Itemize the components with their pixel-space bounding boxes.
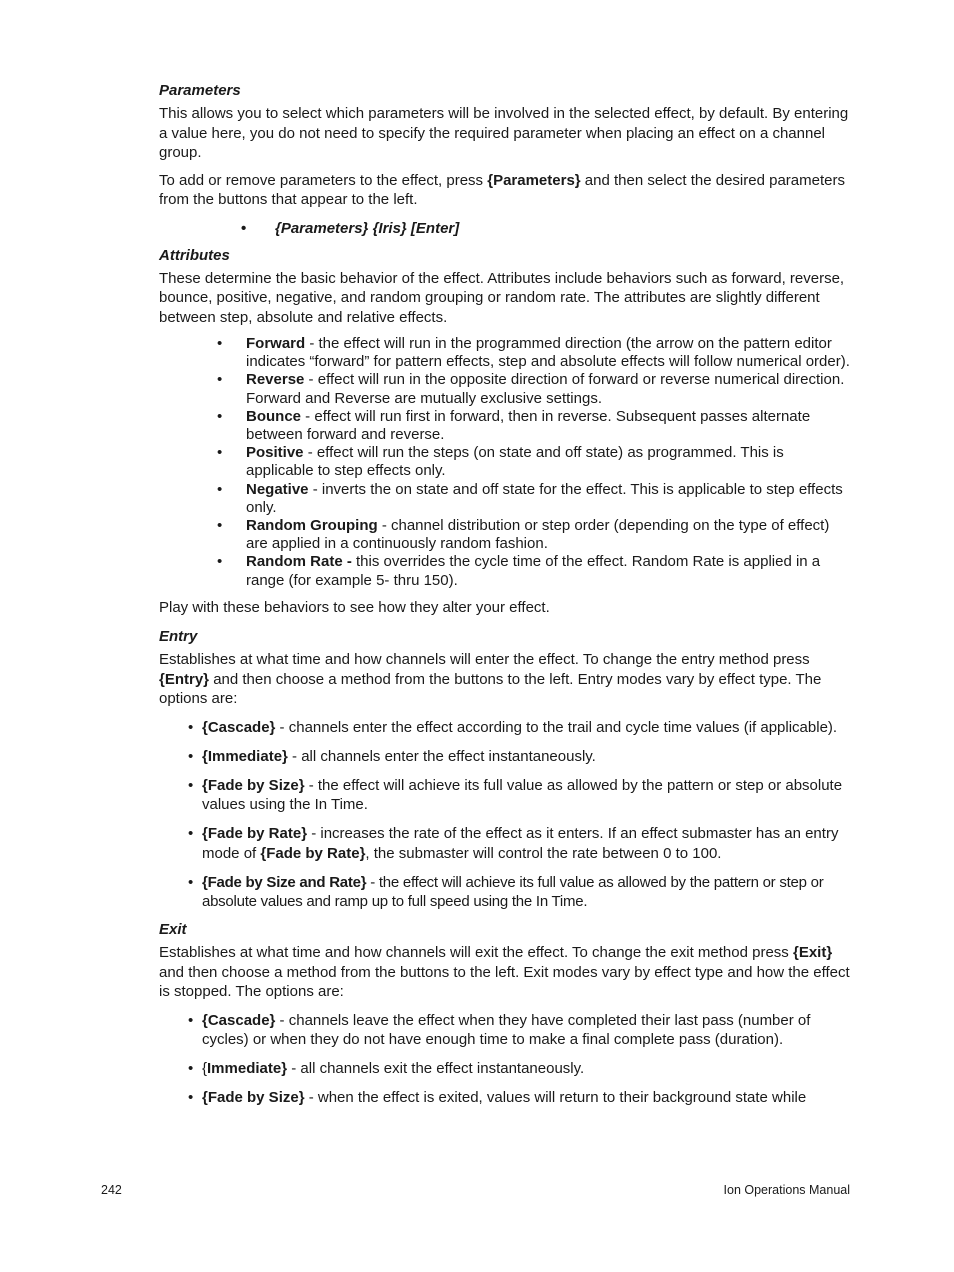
list-item: • Random Grouping - channel distribution or step order (depending on the type of effect) are applied in a continuously random fashion. xyxy=(217,517,830,553)
section-heading-attributes: Attributes xyxy=(159,246,230,264)
entry-softkey: {Entry} xyxy=(159,670,210,688)
bullet: • xyxy=(241,219,247,237)
list-item: • {Immediate} - all channels enter the effect instantaneously. xyxy=(188,747,596,765)
list-item: • {Cascade} - channels enter the effect according to the trail and cycle time values (if applicable). xyxy=(188,718,838,736)
section-heading-exit: Exit xyxy=(159,921,187,939)
exit-softkey: {Exit} xyxy=(792,944,833,962)
list-item: • {Cascade} - channels leave the effect when they have completed their last pass (number of cycles) or when they do not have enough time to make a final complete pass (duration). xyxy=(188,1011,811,1049)
attributes-paragraph: These determine the basic behavior of the effect. Attributes include behaviors such as forward, reverse, bounce, positive, negative, and random grouping or random rate. The attributes are slightly different between step, absolute and relative effects. xyxy=(159,269,845,326)
list-item: • {Immediate} - all channels exit the effect instantaneously. xyxy=(188,1060,585,1078)
manual-title: Ion Operations Manual xyxy=(723,1183,850,1197)
list-item: • {Fade by Size} - the effect will achieve its full value as allowed by the pattern or step or absolute values using the In Time. xyxy=(188,776,843,814)
parameters-paragraph-1: This allows you to select which parameters will be involved in the selected effect, by default. By entering a value here, you do not need to specify the required parameter when placing an effect on a channel group. xyxy=(159,105,849,161)
list-item: • Random Rate - this overrides the cycle time of the effect. Random Rate is applied in a range (for example 5- thru 150). xyxy=(217,553,821,589)
entry-paragraph: Establishes at what time and how channels will enter the effect. To change the entry method press {Entry} and then choose a method from the buttons to the left. Entry modes vary by effect type. The options are: xyxy=(159,651,822,708)
entry-options-list xyxy=(159,718,853,912)
parameters-softkey: {Parameters} xyxy=(487,171,581,189)
parameters-paragraph-2: To add or remove parameters to the effect, press {Parameters} and then select the desired parameters from the buttons that appear to the left. xyxy=(159,171,845,208)
list-item: • Bounce - effect will run first in forward, then in reverse. Subsequent passes alternate between forward and reverse. xyxy=(217,407,811,444)
list-item: • Positive - effect will run the steps (on state and off state) as programmed. This is applicable to step effects only. xyxy=(217,444,784,480)
list-item: • {Fade by Rate} - increases the rate of the effect as it enters. If an effect submaster has an entry mode of {Fade by Rate}, the submaster will control the rate between 0 to 100. xyxy=(188,825,839,862)
section-heading-parameters: Parameters xyxy=(159,82,241,99)
attributes-closing: Play with these behaviors to see how they alter your effect. xyxy=(159,598,550,616)
page-content xyxy=(159,81,853,1117)
list-item: • Reverse - effect will run in the opposite direction of forward or reverse numerical direction. Forward and Reverse are mutually exclusive settings. xyxy=(217,371,845,407)
command-example: • {Parameters} {Iris} [Enter] xyxy=(241,219,460,237)
page-number: 242 xyxy=(101,1183,122,1197)
list-item: • Negative - inverts the on state and off state for the effect. This is applicable to step effects only. xyxy=(217,480,843,516)
list-item: • Forward - the effect will run in the programmed direction (the arrow on the pattern editor indicates “forward” for pattern effects, step and absolute effects will follow numerical order). xyxy=(217,335,850,371)
exit-options-list xyxy=(159,1011,853,1108)
list-item: • {Fade by Size and Rate} - the effect will achieve its full value as allowed by the pattern or step or absolute values and ramp up to full speed using the In Time. xyxy=(188,873,824,911)
list-item: • {Fade by Size} - when the effect is exited, values will return to their background state while xyxy=(188,1089,807,1107)
exit-paragraph: Establishes at what time and how channels will exit the effect. To change the exit method press {Exit} and then choose a method from the buttons to the left. Exit modes vary by effect type and how the effect is stopped. The options are: xyxy=(159,944,850,1001)
attributes-list xyxy=(159,335,853,590)
section-heading-entry: Entry xyxy=(159,628,198,646)
